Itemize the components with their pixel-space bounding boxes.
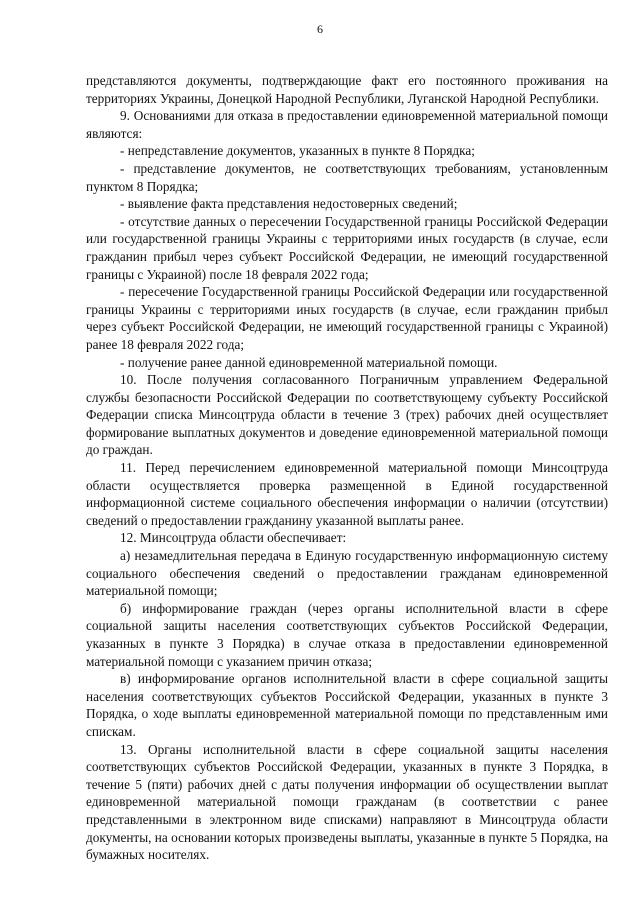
list-item-refusal-1: - непредставление документов, указанных в пункте 8 Порядка; bbox=[120, 143, 475, 159]
list-item-12a: а) незамедлительная передача в Единую государственную информационную систему социального обеспечения сведений о предоставлении гражданам единовременной материальной помощи; bbox=[86, 548, 608, 599]
page-number: 6 bbox=[317, 22, 323, 36]
list-item-12c: в) информирование органов исполнительной власти в сфере социальной защиты населения соответствующих субъектов Российской Федерации, указанных в пункте 3 Порядка, о ходе выплаты единовременной материальной помощи по представленным ими спискам. bbox=[86, 671, 608, 739]
list-item-refusal-5: - пересечение Государственной границы Российской Федерации или государственной границы Украины с территориями иных государств (в случае, если гражданин прибыл через субъект Российской Федерации, не имеющий государственной границы с Украиной) ранее 18 февраля 2022 года; bbox=[86, 284, 608, 352]
list-item-12b: б) информирование граждан (через органы исполнительной власти в сфере социальной защиты населения соответствующих субъектов Российской Федерации, указанных в пункте 3 Порядка) в случае отказа в предоставлении единовременной материальной помощи с указанием причин отказа; bbox=[86, 600, 608, 669]
list-item-refusal-4: - отсутствие данных о пересечении Государственной границы Российской Федерации или государственной границы Украины с территориями иных государств (в случае, если гражданин прибыл через субъект Российской Федерации, не имеющий государственной границы с Украиной) после 18 февраля 2022 года; bbox=[86, 213, 608, 282]
paragraph-13: 13. Органы исполнительной власти в сфере социальной защиты населения соответствующих субъектов Российской Федерации, указанных в пункте 3 Порядка, в течение 5 (пяти) рабочих дней с даты получения информации об осуществлении выплат единовременной материальной помощи гражданам (в соответствии с ранее представленными в электронном виде списками) направляют в Минсоцтруда области документы, на основании которых произведены выплаты, указанные в пункте 5 Порядка, на бумажных носителях. bbox=[86, 741, 608, 863]
list-item-refusal-3: - выявление факта представления недостоверных сведений; bbox=[120, 196, 458, 212]
paragraph-10: 10. После получения согласованного Пограничным управлением Федеральной службы безопасности Российской Федерации по соответствующему субъекту Российской Федерации списка Минсоцтруда области в течение 3 (трех) рабочих дней осуществляет формирование выплатных документов и доведение единовременной материальной помощи до граждан. bbox=[86, 372, 608, 458]
paragraph-12-heading: 12. Минсоцтруда области обеспечивает: bbox=[120, 530, 347, 546]
list-item-refusal-2: - представление документов, не соответствующих требованиям, установленным пунктом 8 Порядка; bbox=[86, 160, 608, 194]
paragraph-11: 11. Перед перечислением единовременной материальной помощи Минсоцтруда области осуществляется проверка размещенной в Единой государственной информационной системе социального обеспечения информации о наличии (отсутствии) сведений о предоставлении гражданину указанной выплаты ранее. bbox=[86, 460, 608, 528]
document-body bbox=[86, 72, 608, 864]
paragraph-residence-continuation: представляются документы, подтверждающие факт его постоянного проживания на территориях Украины, Донецкой Народной Республики, Луганской Народной Республики. bbox=[86, 73, 608, 106]
list-item-refusal-6: - получение ранее данной единовременной материальной помощи. bbox=[120, 354, 498, 370]
paragraph-9-heading: 9. Основаниями для отказа в предоставлении единовременной материальной помощи являются: bbox=[86, 108, 608, 141]
